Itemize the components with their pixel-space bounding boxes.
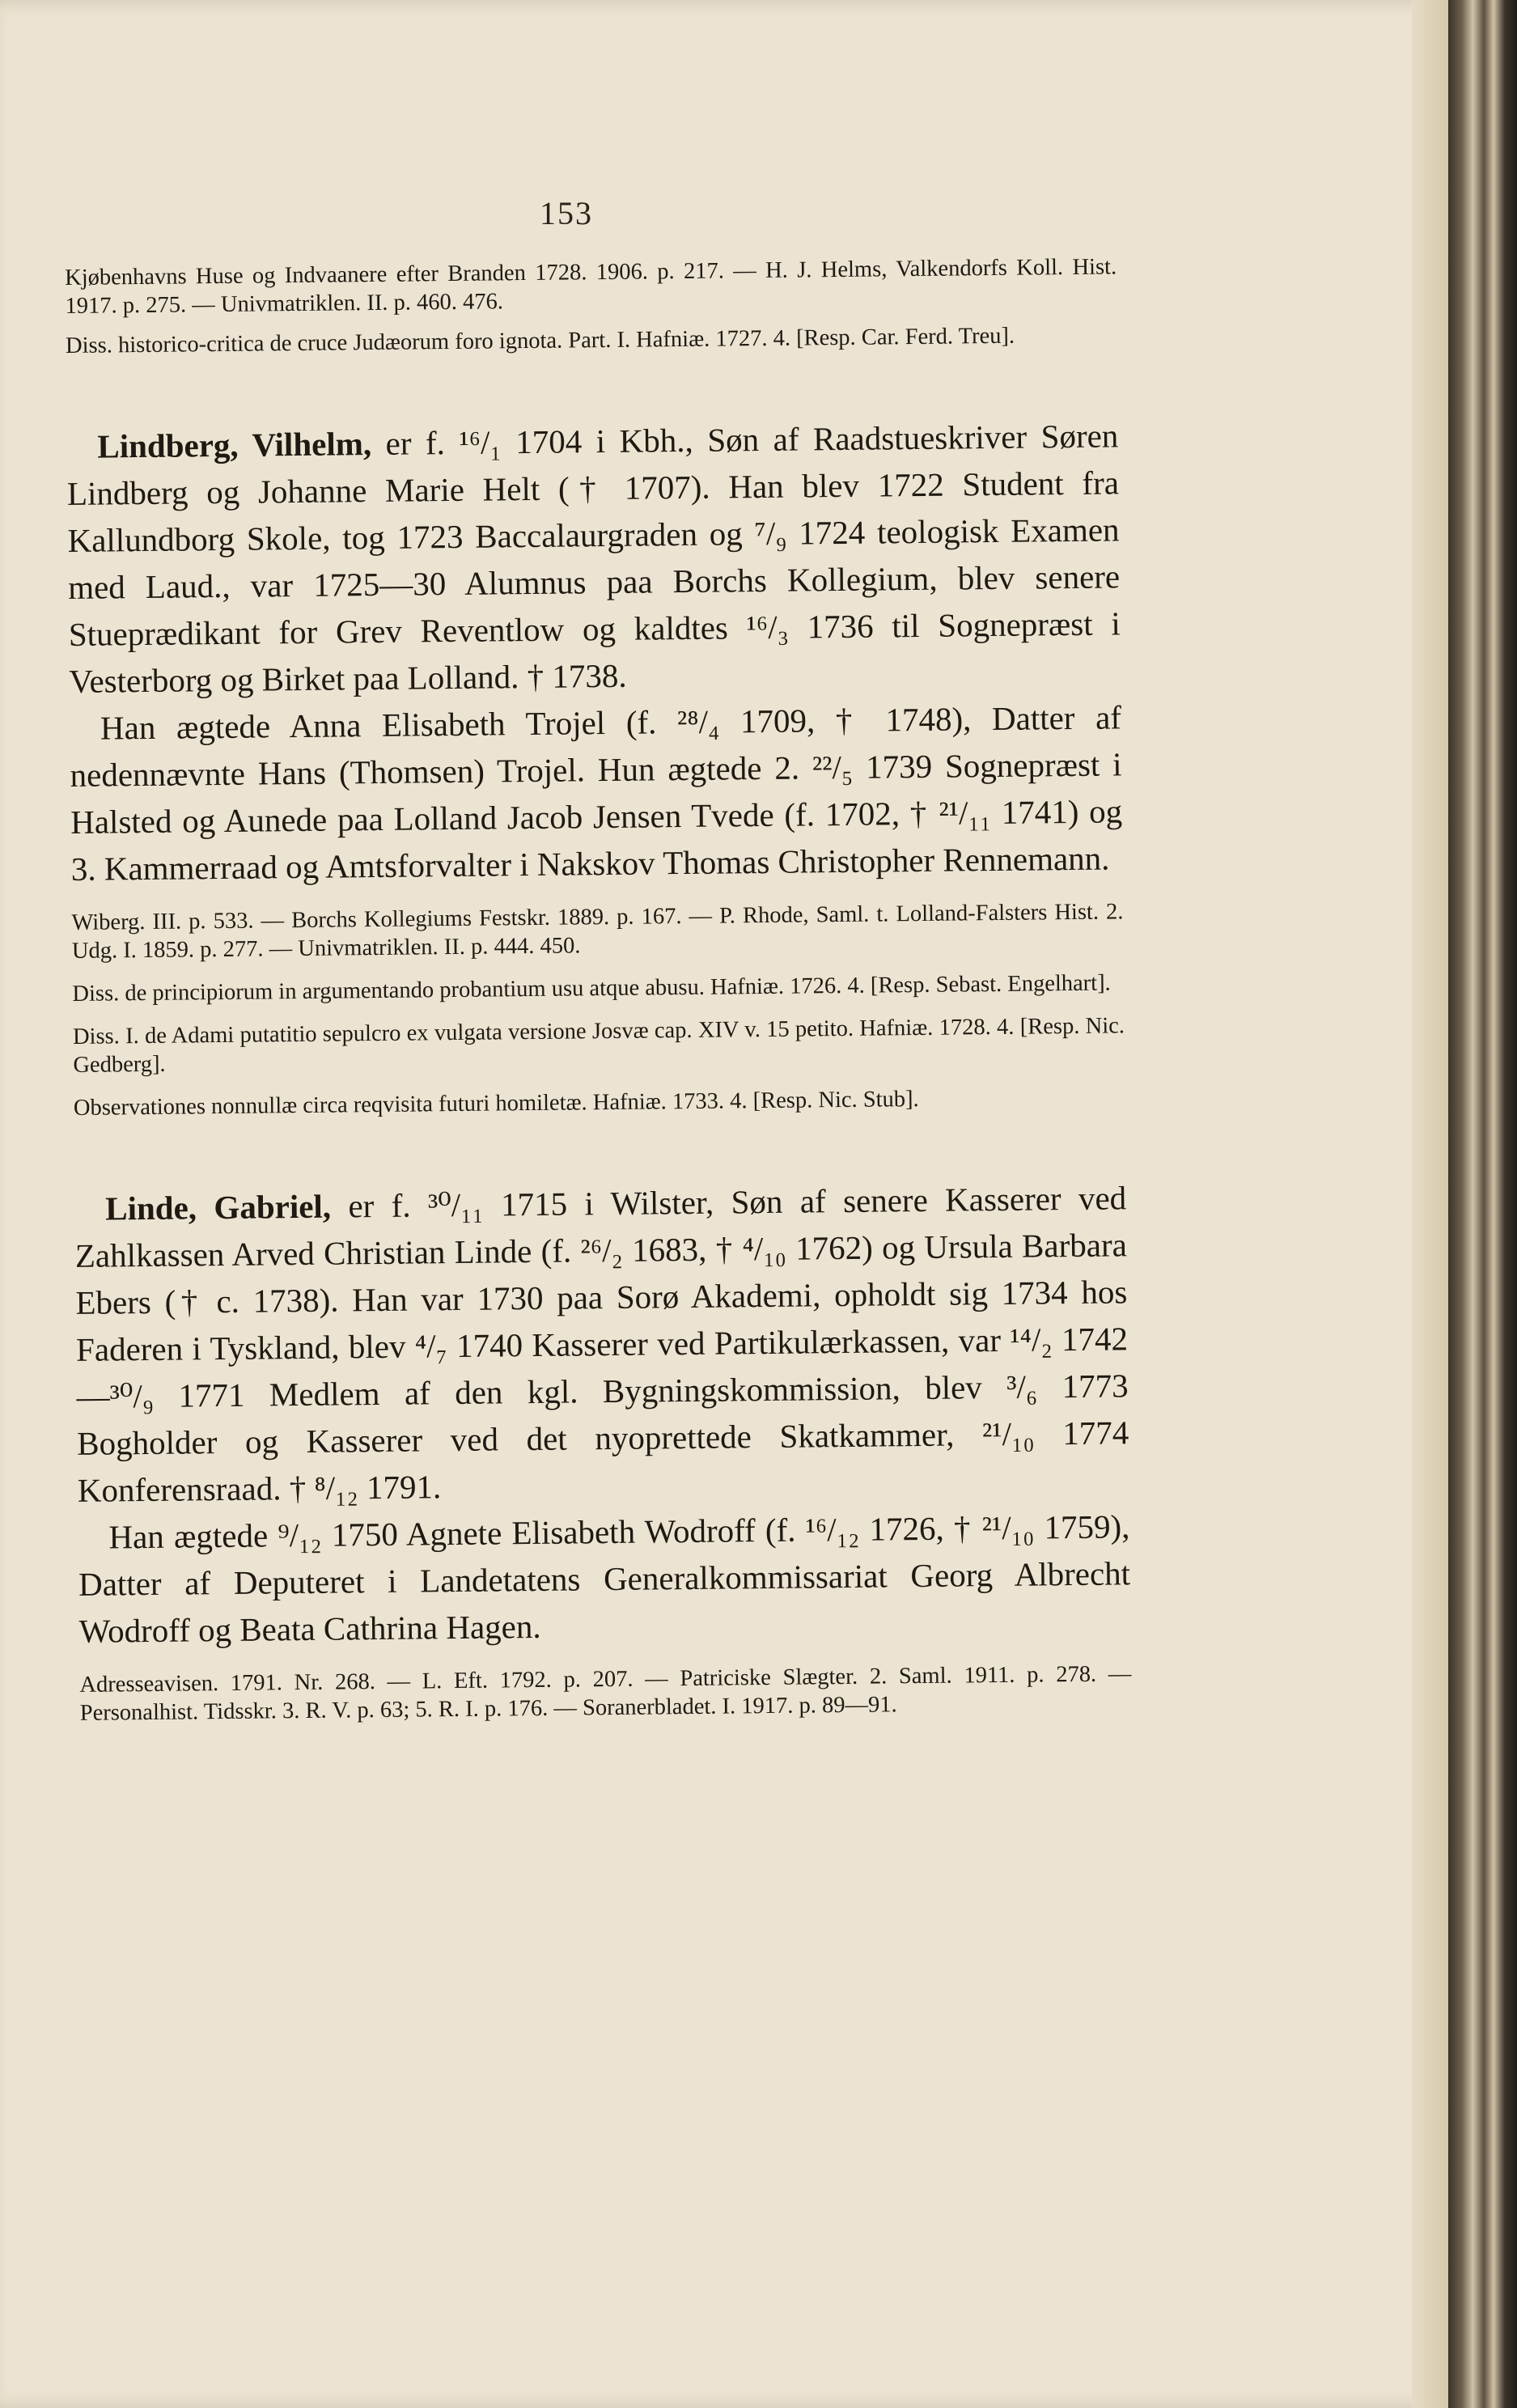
- entry-linde-gabriel: [74, 1174, 1132, 1728]
- page-text: [65, 252, 1132, 1728]
- dissertation-line: Diss. historico-critica de cruce Judæorum foro ignota. Part. I. Hafniæ. 1727. 4. [Resp. Car. Ferd. Treu].: [65, 323, 1015, 358]
- reference-line: Adresseavisen. 1791. Nr. 268. — L. Eft. 1792. p. 207. — Patriciske Slægter. 2. Saml. 1911. p. 278. — Personalhist. Tidsskr. 3. R. V. p. 63; 5. R. I. p. 176. — Soranerbladet. I. 1917. p. 89—91.: [79, 1661, 1132, 1726]
- book-edge-strip: [1448, 0, 1517, 2408]
- reference-line: Wiberg. III. p. 533. — Borchs Kollegiums Festskr. 1889. p. 167. — P. Rhode, Saml. t. Lolland-Falsters Hist. 2. Udg. I. 1859. p. 277. — Univmatriklen. II. p. 444. 450.: [71, 899, 1124, 964]
- entry-bio-text: er f. ³⁰/₁₁ 1715 i Wilster, Søn af senere Kasserer ved Zahlkassen Arved Christian Linde (f. ²⁶/₂ 1683, † ⁴/₁₀ 1762) og Ursula Barbara Ebers († c. 1738). Han var 1730 paa Sorø Akademi, opholdt sig 1734 hos Faderen i Tyskland, blev ⁴/₇ 1740 Kasserer ved Partikulærkassen, var ¹⁴/₂ 1742—³⁰/₉ 1771 Medlem af den kgl. Bygningskommission, blev ³/₆ 1773 Bogholder og Kasserer ved det nyoprettede Skatkammer, ²¹/₁₀ 1774 Konferensraad. † ⁸/₁₂ 1791.: [74, 1179, 1129, 1509]
- page-number: 153: [540, 195, 593, 231]
- dissertation-line: Diss. I. de Adami putatitio sepulcro ex vulgata versione Josvæ cap. XIV v. 15 petito. Hafniæ. 1728. 4. [Resp. Nic. Gedberg].: [72, 1013, 1125, 1078]
- entry-marriage: Han ægtede ⁹/₁₂ 1750 Agnete Elisabeth Wodroff (f. ¹⁶/₁₂ 1726, † ²¹/₁₀ 1759), Datter af Deputeret i Landetatens Generalkommissariat Georg Albrecht Wodroff og Beata Cathrina Hagen.: [78, 1507, 1131, 1650]
- reference-line: Kjøbenhavns Huse og Indvaanere efter Branden 1728. 1906. p. 217. — H. J. Helms, Valkendorfs Koll. Hist. 1917. p. 275. — Univmatriklen. II. p. 460. 476.: [65, 254, 1117, 319]
- entry-heading: Linde, Gabriel,: [104, 1187, 332, 1227]
- dissertation-line: Observationes nonnullæ circa reqvisita futuri homiletæ. Hafniæ. 1733. 4. [Resp. Nic. Stub].: [73, 1087, 919, 1121]
- entry-lindberg-vilhelm: [66, 412, 1125, 1122]
- dissertation-line: Diss. de principiorum in argumentando probantium usu atque abusu. Hafniæ. 1726. 4. [Resp. Sebast. Engelhart].: [72, 970, 1111, 1007]
- entry-biography: [66, 412, 1121, 705]
- entry-heading: Lindberg, Vilhelm,: [97, 425, 372, 465]
- page-edge-shadow: [1412, 0, 1448, 2408]
- entry-biography: [74, 1174, 1129, 1514]
- entry-marriage: Han ægtede Anna Elisabeth Trojel (f. ²⁸/₄ 1709, † 1748), Datter af nedennævnte Hans (Thomsen) Trojel. Hun ægtede 2. ²²/₅ 1739 Sognepræst i Halsted og Aunede paa Lolland Jacob Jensen Tvede (f. 1702, † ²¹/₁₁ 1741) og 3. Kammerraad og Amtsforvalter i Nakskov Thomas Christopher Rennemann.: [70, 698, 1123, 888]
- entry-bio-text: er f. ¹⁶/₁ 1704 i Kbh., Søn af Raadstueskriver Søren Lindberg og Johanne Marie Helt († 1707). Han blev 1722 Student fra Kallundborg Skole, tog 1723 Baccalaurgraden og ⁷/₉ 1724 teologisk Examen med Laud., var 1725—30 Alumnus paa Borchs Kollegium, blev senere Stueprædikant for Grev Reventlow og kaldtes ¹⁶/₃ 1736 til Sognepræst i Vesterborg og Birket paa Lolland. † 1738.: [66, 417, 1121, 700]
